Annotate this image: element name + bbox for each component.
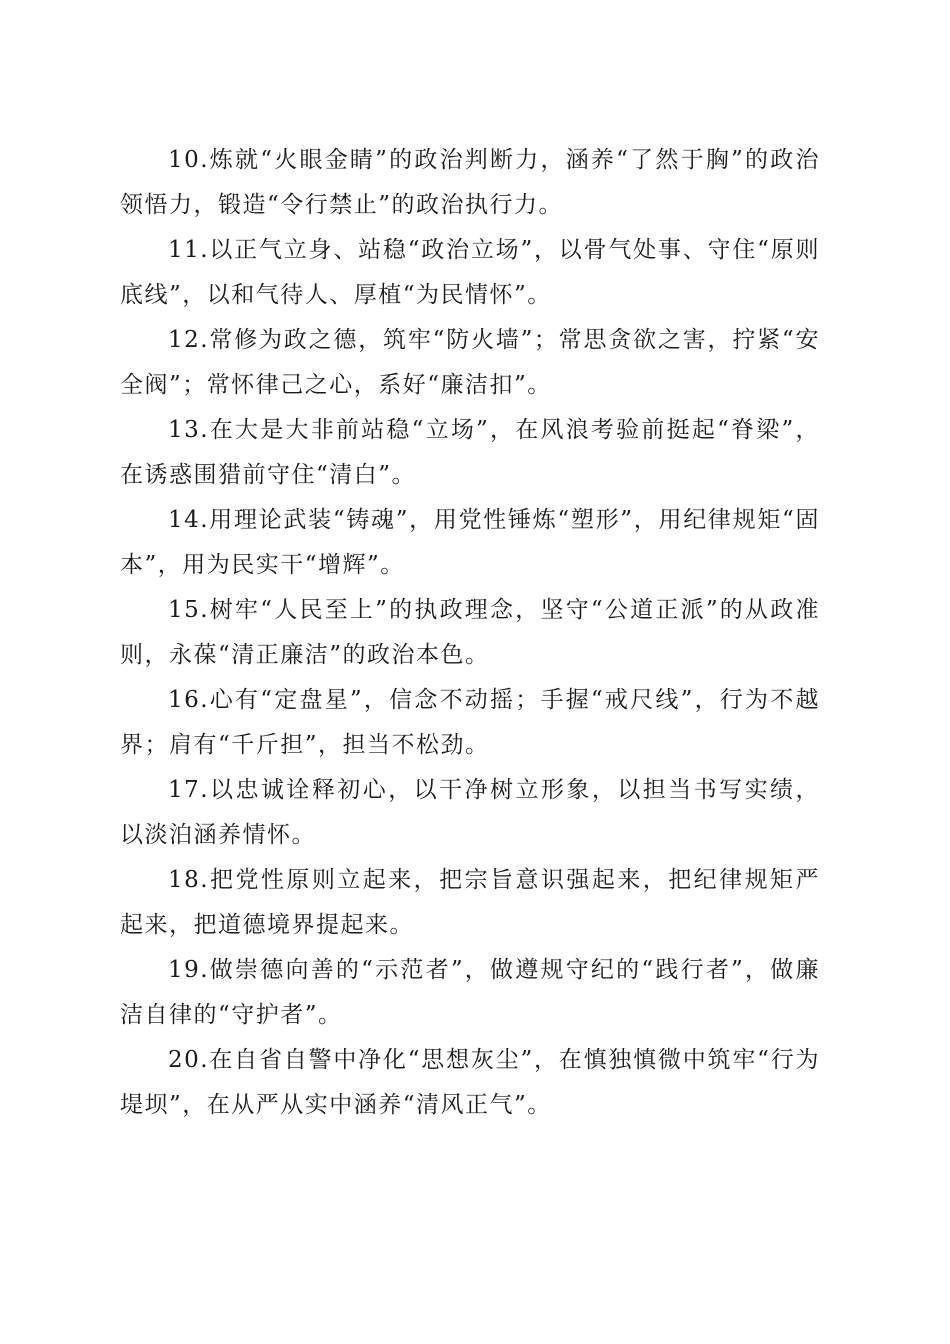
paragraph-11: 11.以正气立身、站稳“政治立场”，以骨气处事、守住“原则底线”，以和气待人、厚植“为民情怀”。 xyxy=(120,237,820,308)
paragraph-13: 13.在大是大非前站稳“立场”，在风浪考验前挺起“脊梁”，在诱惑围猎前守住“清白”。 xyxy=(120,417,820,488)
paragraph-16: 16.心有“定盘星”，信念不动摇；手握“戒尺线”，行为不越界；肩有“千斤担”，担当不松劲。 xyxy=(120,687,820,758)
document-body xyxy=(120,138,820,1128)
paragraph-10: 10.炼就“火眼金睛”的政治判断力，涵养“了然于胸”的政治领悟力，锻造“令行禁止”的政治执行力。 xyxy=(120,147,820,218)
paragraph-19: 19.做崇德向善的“示范者”，做遵规守纪的“践行者”，做廉洁自律的“守护者”。 xyxy=(120,957,820,1028)
paragraph-17: 17.以忠诚诠释初心，以干净树立形象，以担当书写实绩，以淡泊涵养情怀。 xyxy=(120,777,820,848)
paragraph-15: 15.树牢“人民至上”的执政理念，坚守“公道正派”的从政准则，永葆“清正廉洁”的政治本色。 xyxy=(120,597,820,668)
paragraph-14: 14.用理论武装“铸魂”，用党性锤炼“塑形”，用纪律规矩“固本”，用为民实干“增辉”。 xyxy=(120,507,820,578)
paragraph-18: 18.把党性原则立起来，把宗旨意识强起来，把纪律规矩严起来，把道德境界提起来。 xyxy=(120,867,820,938)
paragraph-20: 20.在自省自警中净化“思想灰尘”，在慎独慎微中筑牢“行为堤坝”，在从严从实中涵养“清风正气”。 xyxy=(120,1047,820,1118)
paragraph-12: 12.常修为政之德，筑牢“防火墙”；常思贪欲之害，拧紧“安全阀”；常怀律己之心，系好“廉洁扣”。 xyxy=(120,327,820,398)
